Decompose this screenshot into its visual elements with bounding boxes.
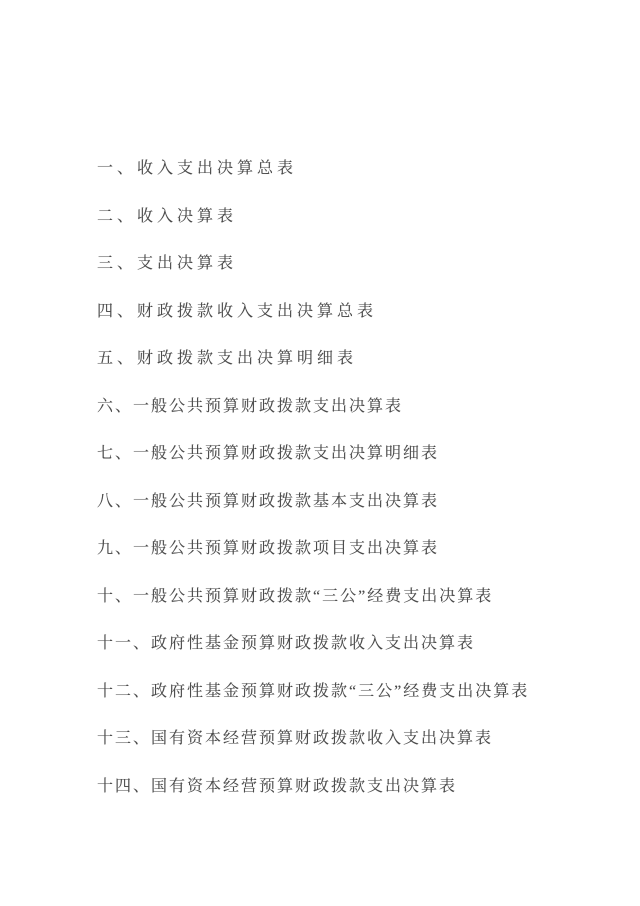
toc-item-5: 五、财政拨款支出决算明细表	[97, 350, 358, 367]
toc-item-9: 九、一般公共预算财政拨款项目支出决算表	[97, 540, 440, 557]
toc-item-11: 十一、政府性基金预算财政拨款收入支出决算表	[97, 635, 476, 652]
toc-item-1: 一、收入支出决算总表	[97, 160, 298, 177]
toc-item-12: 十二、政府性基金预算财政拨款“三公”经费支出决算表	[97, 682, 530, 700]
table-of-contents	[97, 160, 610, 825]
toc-item-14: 十四、国有资本经营预算财政拨款支出决算表	[97, 777, 458, 795]
toc-item-13: 十三、国有资本经营预算财政拨款收入支出决算表	[97, 730, 494, 747]
toc-item-3: 三、支出决算表	[97, 255, 238, 272]
toc-item-6: 六、一般公共预算财政拨款支出决算表	[97, 397, 404, 415]
toc-item-4: 四、财政拨款收入支出决算总表	[97, 302, 378, 320]
toc-item-2: 二、收入决算表	[97, 207, 238, 225]
toc-item-7: 七、一般公共预算财政拨款支出决算明细表	[97, 445, 440, 462]
toc-item-8: 八、一般公共预算财政拨款基本支出决算表	[97, 492, 440, 510]
toc-item-10: 十、一般公共预算财政拨款“三公”经费支出决算表	[97, 587, 494, 605]
